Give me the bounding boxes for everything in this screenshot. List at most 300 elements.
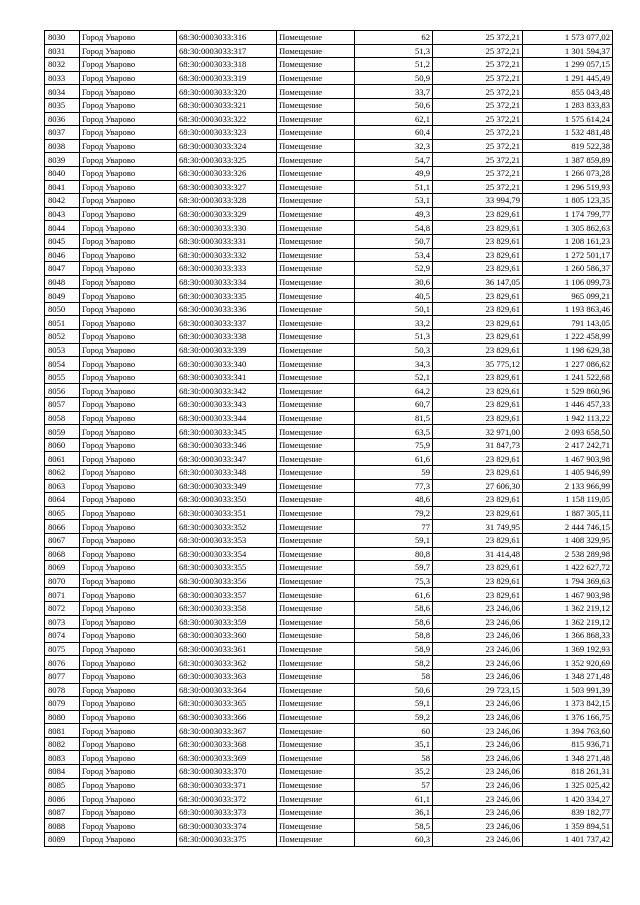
row-number: 8059 (45, 425, 80, 439)
row-number: 8082 (45, 737, 80, 751)
area-cell: 52,9 (355, 262, 433, 276)
cadastral-value-cell: 1 362 219,12 (523, 601, 613, 615)
table-row (45, 112, 613, 126)
cadastral-number-cell: 68:30:0003033:364 (177, 683, 277, 697)
row-number: 8085 (45, 778, 80, 792)
object-type-cell: Помещение (277, 778, 355, 792)
object-type-cell: Помещение (277, 180, 355, 194)
cadastral-number-cell: 68:30:0003033:350 (177, 493, 277, 507)
unit-value-cell: 25 372,21 (433, 31, 523, 45)
cadastral-value-cell: 1 305 862,63 (523, 221, 613, 235)
area-cell: 48,6 (355, 493, 433, 507)
cadastral-value-cell: 1 887 305,11 (523, 506, 613, 520)
locality-cell: Город Уварово (80, 765, 177, 779)
cadastral-number-cell: 68:30:0003033:336 (177, 302, 277, 316)
cadastral-number-cell: 68:30:0003033:345 (177, 425, 277, 439)
object-type-cell: Помещение (277, 642, 355, 656)
cadastral-number-cell: 68:30:0003033:332 (177, 248, 277, 262)
row-number: 8056 (45, 384, 80, 398)
row-number: 8053 (45, 343, 80, 357)
locality-cell: Город Уварово (80, 792, 177, 806)
cadastral-value-cell: 1 241 522,68 (523, 370, 613, 384)
row-number: 8040 (45, 166, 80, 180)
locality-cell: Город Уварово (80, 357, 177, 371)
locality-cell: Город Уварово (80, 248, 177, 262)
cadastral-value-cell: 1 467 903,98 (523, 588, 613, 602)
object-type-cell: Помещение (277, 533, 355, 547)
table-row (45, 166, 613, 180)
table-row (45, 316, 613, 330)
row-number: 8089 (45, 833, 80, 847)
cadastral-value-cell: 1 174 799,77 (523, 207, 613, 221)
cadastral-value-cell: 965 099,21 (523, 289, 613, 303)
cadastral-number-cell: 68:30:0003033:371 (177, 778, 277, 792)
cadastral-number-cell: 68:30:0003033:317 (177, 44, 277, 58)
locality-cell: Город Уварово (80, 493, 177, 507)
object-type-cell: Помещение (277, 221, 355, 235)
cadastral-value-cell: 1 362 219,12 (523, 615, 613, 629)
cadastral-number-cell: 68:30:0003033:328 (177, 194, 277, 208)
unit-value-cell: 23 829,61 (433, 411, 523, 425)
cadastral-number-cell: 68:30:0003033:334 (177, 275, 277, 289)
locality-cell: Город Уварово (80, 302, 177, 316)
unit-value-cell: 23 829,61 (433, 262, 523, 276)
area-cell: 36,1 (355, 805, 433, 819)
cadastral-number-cell: 68:30:0003033:356 (177, 574, 277, 588)
cadastral-number-cell: 68:30:0003033:353 (177, 533, 277, 547)
cadastral-value-cell: 1 158 119,05 (523, 493, 613, 507)
locality-cell: Город Уварово (80, 438, 177, 452)
row-number: 8065 (45, 506, 80, 520)
unit-value-cell: 23 829,61 (433, 289, 523, 303)
object-type-cell: Помещение (277, 710, 355, 724)
locality-cell: Город Уварово (80, 615, 177, 629)
area-cell: 58 (355, 751, 433, 765)
area-cell: 51,2 (355, 58, 433, 72)
row-number: 8057 (45, 398, 80, 412)
area-cell: 49,9 (355, 166, 433, 180)
cadastral-value-cell: 1 106 099,73 (523, 275, 613, 289)
locality-cell: Город Уварово (80, 547, 177, 561)
object-type-cell: Помещение (277, 683, 355, 697)
cadastral-value-cell: 1 394 763,60 (523, 724, 613, 738)
cadastral-number-cell: 68:30:0003033:319 (177, 71, 277, 85)
object-type-cell: Помещение (277, 438, 355, 452)
cadastral-number-cell: 68:30:0003033:355 (177, 561, 277, 575)
object-type-cell: Помещение (277, 819, 355, 833)
area-cell: 50,1 (355, 302, 433, 316)
cadastral-number-cell: 68:30:0003033:366 (177, 710, 277, 724)
table-row (45, 234, 613, 248)
unit-value-cell: 31 847,73 (433, 438, 523, 452)
object-type-cell: Помещение (277, 574, 355, 588)
unit-value-cell: 25 372,21 (433, 98, 523, 112)
cadastral-value-cell: 1 373 842,15 (523, 697, 613, 711)
cadastral-value-cell: 1 193 863,46 (523, 302, 613, 316)
locality-cell: Город Уварово (80, 275, 177, 289)
area-cell: 50,6 (355, 683, 433, 697)
unit-value-cell: 25 372,21 (433, 166, 523, 180)
unit-value-cell: 25 372,21 (433, 153, 523, 167)
row-number: 8046 (45, 248, 80, 262)
row-number: 8064 (45, 493, 80, 507)
cadastral-value-cell: 839 182,77 (523, 805, 613, 819)
table-row (45, 85, 613, 99)
area-cell: 59,2 (355, 710, 433, 724)
cadastral-number-cell: 68:30:0003033:354 (177, 547, 277, 561)
object-type-cell: Помещение (277, 697, 355, 711)
cadastral-value-cell: 1 408 329,95 (523, 533, 613, 547)
area-cell: 51,1 (355, 180, 433, 194)
area-cell: 50,7 (355, 234, 433, 248)
object-type-cell: Помещение (277, 357, 355, 371)
unit-value-cell: 25 372,21 (433, 139, 523, 153)
row-number: 8033 (45, 71, 80, 85)
locality-cell: Город Уварово (80, 520, 177, 534)
locality-cell: Город Уварово (80, 316, 177, 330)
row-number: 8079 (45, 697, 80, 711)
unit-value-cell: 23 829,61 (433, 493, 523, 507)
area-cell: 75,3 (355, 574, 433, 588)
object-type-cell: Помещение (277, 262, 355, 276)
area-cell: 34,3 (355, 357, 433, 371)
area-cell: 61,6 (355, 452, 433, 466)
table-row (45, 71, 613, 85)
object-type-cell: Помещение (277, 493, 355, 507)
unit-value-cell: 23 829,61 (433, 466, 523, 480)
object-type-cell: Помещение (277, 601, 355, 615)
cadastral-number-cell: 68:30:0003033:360 (177, 629, 277, 643)
area-cell: 51,3 (355, 44, 433, 58)
object-type-cell: Помещение (277, 153, 355, 167)
row-number: 8072 (45, 601, 80, 615)
table-row (45, 547, 613, 561)
locality-cell: Город Уварово (80, 778, 177, 792)
cadastral-number-cell: 68:30:0003033:370 (177, 765, 277, 779)
cadastral-number-cell: 68:30:0003033:347 (177, 452, 277, 466)
cadastral-value-cell: 1 198 629,38 (523, 343, 613, 357)
unit-value-cell: 25 372,21 (433, 112, 523, 126)
table-row (45, 398, 613, 412)
area-cell: 52,1 (355, 370, 433, 384)
row-number: 8074 (45, 629, 80, 643)
locality-cell: Город Уварово (80, 98, 177, 112)
table-row (45, 207, 613, 221)
unit-value-cell: 23 829,61 (433, 370, 523, 384)
locality-cell: Город Уварово (80, 139, 177, 153)
unit-value-cell: 35 775,12 (433, 357, 523, 371)
area-cell: 51,3 (355, 330, 433, 344)
locality-cell: Город Уварово (80, 819, 177, 833)
table-row (45, 194, 613, 208)
row-number: 8049 (45, 289, 80, 303)
locality-cell: Город Уварово (80, 289, 177, 303)
table-row (45, 438, 613, 452)
unit-value-cell: 23 246,06 (433, 710, 523, 724)
cadastral-value-cell: 1 227 086,62 (523, 357, 613, 371)
cadastral-value-cell: 1 325 025,42 (523, 778, 613, 792)
cadastral-value-cell: 1 369 192,93 (523, 642, 613, 656)
row-number: 8037 (45, 126, 80, 140)
locality-cell: Город Уварово (80, 588, 177, 602)
unit-value-cell: 23 829,61 (433, 506, 523, 520)
object-type-cell: Помещение (277, 207, 355, 221)
cadastral-value-cell: 2 133 966,99 (523, 479, 613, 493)
cadastral-value-cell: 1 222 458,99 (523, 330, 613, 344)
object-type-cell: Помещение (277, 234, 355, 248)
table-row (45, 724, 613, 738)
locality-cell: Город Уварово (80, 466, 177, 480)
area-cell: 62,1 (355, 112, 433, 126)
object-type-cell: Помещение (277, 316, 355, 330)
row-number: 8077 (45, 669, 80, 683)
row-number: 8071 (45, 588, 80, 602)
cadastral-number-cell: 68:30:0003033:331 (177, 234, 277, 248)
row-number: 8031 (45, 44, 80, 58)
row-number: 8068 (45, 547, 80, 561)
cadastral-number-cell: 68:30:0003033:329 (177, 207, 277, 221)
locality-cell: Город Уварово (80, 234, 177, 248)
cadastral-number-cell: 68:30:0003033:318 (177, 58, 277, 72)
area-cell: 59,7 (355, 561, 433, 575)
locality-cell: Город Уварово (80, 85, 177, 99)
cadastral-value-cell: 1 401 737,42 (523, 833, 613, 847)
locality-cell: Город Уварово (80, 574, 177, 588)
row-number: 8078 (45, 683, 80, 697)
object-type-cell: Помещение (277, 479, 355, 493)
row-number: 8081 (45, 724, 80, 738)
locality-cell: Город Уварово (80, 506, 177, 520)
cadastral-number-cell: 68:30:0003033:349 (177, 479, 277, 493)
table-row (45, 792, 613, 806)
unit-value-cell: 23 246,06 (433, 778, 523, 792)
unit-value-cell: 32 971,00 (433, 425, 523, 439)
locality-cell: Город Уварово (80, 112, 177, 126)
cadastral-number-cell: 68:30:0003033:324 (177, 139, 277, 153)
cadastral-value-cell: 1 387 859,89 (523, 153, 613, 167)
cadastral-value-cell: 2 538 289,98 (523, 547, 613, 561)
unit-value-cell: 25 372,21 (433, 44, 523, 58)
cadastral-number-cell: 68:30:0003033:330 (177, 221, 277, 235)
cadastral-number-cell: 68:30:0003033:337 (177, 316, 277, 330)
area-cell: 81,5 (355, 411, 433, 425)
object-type-cell: Помещение (277, 166, 355, 180)
table-row (45, 31, 613, 45)
area-cell: 32,3 (355, 139, 433, 153)
cadastral-value-cell: 818 261,31 (523, 765, 613, 779)
table-row (45, 221, 613, 235)
area-cell: 59,1 (355, 533, 433, 547)
object-type-cell: Помещение (277, 139, 355, 153)
unit-value-cell: 27 606,30 (433, 479, 523, 493)
locality-cell: Город Уварово (80, 384, 177, 398)
unit-value-cell: 23 246,06 (433, 615, 523, 629)
locality-cell: Город Уварово (80, 452, 177, 466)
row-number: 8054 (45, 357, 80, 371)
object-type-cell: Помещение (277, 58, 355, 72)
cadastral-value-cell: 2 444 746,15 (523, 520, 613, 534)
table-row (45, 98, 613, 112)
object-type-cell: Помещение (277, 275, 355, 289)
locality-cell: Город Уварово (80, 126, 177, 140)
unit-value-cell: 23 246,06 (433, 697, 523, 711)
area-cell: 58 (355, 669, 433, 683)
locality-cell: Город Уварово (80, 44, 177, 58)
table-row (45, 126, 613, 140)
object-type-cell: Помещение (277, 248, 355, 262)
table-row (45, 153, 613, 167)
unit-value-cell: 23 829,61 (433, 588, 523, 602)
cadastral-number-cell: 68:30:0003033:344 (177, 411, 277, 425)
cadastral-number-cell: 68:30:0003033:351 (177, 506, 277, 520)
unit-value-cell: 23 829,61 (433, 384, 523, 398)
row-number: 8063 (45, 479, 80, 493)
cadastral-value-cell: 1 422 627,72 (523, 561, 613, 575)
unit-value-cell: 23 829,61 (433, 574, 523, 588)
object-type-cell: Помещение (277, 44, 355, 58)
object-type-cell: Помещение (277, 425, 355, 439)
cadastral-number-cell: 68:30:0003033:327 (177, 180, 277, 194)
cadastral-value-table (44, 30, 613, 847)
area-cell: 58,6 (355, 601, 433, 615)
locality-cell: Город Уварово (80, 629, 177, 643)
object-type-cell: Помещение (277, 370, 355, 384)
unit-value-cell: 23 829,61 (433, 234, 523, 248)
cadastral-number-cell: 68:30:0003033:316 (177, 31, 277, 45)
area-cell: 58,2 (355, 656, 433, 670)
cadastral-number-cell: 68:30:0003033:352 (177, 520, 277, 534)
row-number: 8060 (45, 438, 80, 452)
object-type-cell: Помещение (277, 669, 355, 683)
area-cell: 50,3 (355, 343, 433, 357)
unit-value-cell: 23 246,06 (433, 819, 523, 833)
table-row (45, 139, 613, 153)
row-number: 8075 (45, 642, 80, 656)
object-type-cell: Помещение (277, 615, 355, 629)
row-number: 8032 (45, 58, 80, 72)
locality-cell: Город Уварово (80, 683, 177, 697)
table-row (45, 765, 613, 779)
row-number: 8070 (45, 574, 80, 588)
cadastral-number-cell: 68:30:0003033:362 (177, 656, 277, 670)
locality-cell: Город Уварово (80, 533, 177, 547)
cadastral-number-cell: 68:30:0003033:341 (177, 370, 277, 384)
cadastral-value-cell: 1 291 445,49 (523, 71, 613, 85)
area-cell: 60,7 (355, 398, 433, 412)
locality-cell: Город Уварово (80, 669, 177, 683)
area-cell: 35,1 (355, 737, 433, 751)
row-number: 8034 (45, 85, 80, 99)
locality-cell: Город Уварово (80, 398, 177, 412)
locality-cell: Город Уварово (80, 710, 177, 724)
table-row (45, 697, 613, 711)
cadastral-value-cell: 1 532 481,48 (523, 126, 613, 140)
unit-value-cell: 33 994,79 (433, 194, 523, 208)
cadastral-value-cell: 1 283 833,83 (523, 98, 613, 112)
table-row (45, 384, 613, 398)
table-row (45, 466, 613, 480)
unit-value-cell: 23 246,06 (433, 629, 523, 643)
object-type-cell: Помещение (277, 343, 355, 357)
table-row (45, 819, 613, 833)
unit-value-cell: 23 246,06 (433, 642, 523, 656)
cadastral-number-cell: 68:30:0003033:363 (177, 669, 277, 683)
cadastral-number-cell: 68:30:0003033:369 (177, 751, 277, 765)
area-cell: 58,5 (355, 819, 433, 833)
table-row (45, 737, 613, 751)
area-cell: 59 (355, 466, 433, 480)
locality-cell: Город Уварово (80, 805, 177, 819)
object-type-cell: Помещение (277, 330, 355, 344)
unit-value-cell: 23 246,06 (433, 833, 523, 847)
area-cell: 40,5 (355, 289, 433, 303)
row-number: 8036 (45, 112, 80, 126)
unit-value-cell: 25 372,21 (433, 126, 523, 140)
table-row (45, 561, 613, 575)
unit-value-cell: 23 829,61 (433, 343, 523, 357)
cadastral-value-cell: 815 936,71 (523, 737, 613, 751)
row-number: 8039 (45, 153, 80, 167)
table-row (45, 778, 613, 792)
object-type-cell: Помещение (277, 112, 355, 126)
cadastral-number-cell: 68:30:0003033:325 (177, 153, 277, 167)
row-number: 8030 (45, 31, 80, 45)
area-cell: 77 (355, 520, 433, 534)
object-type-cell: Помещение (277, 561, 355, 575)
area-cell: 33,7 (355, 85, 433, 99)
row-number: 8048 (45, 275, 80, 289)
locality-cell: Город Уварово (80, 697, 177, 711)
object-type-cell: Помещение (277, 289, 355, 303)
cadastral-value-cell: 1 266 073,28 (523, 166, 613, 180)
row-number: 8045 (45, 234, 80, 248)
area-cell: 54,8 (355, 221, 433, 235)
locality-cell: Город Уварово (80, 370, 177, 384)
locality-cell: Город Уварово (80, 642, 177, 656)
area-cell: 50,6 (355, 98, 433, 112)
object-type-cell: Помещение (277, 98, 355, 112)
table-row (45, 615, 613, 629)
cadastral-value-cell: 1 420 334,27 (523, 792, 613, 806)
row-number: 8038 (45, 139, 80, 153)
table-row (45, 574, 613, 588)
area-cell: 61,6 (355, 588, 433, 602)
cadastral-number-cell: 68:30:0003033:374 (177, 819, 277, 833)
locality-cell: Город Уварово (80, 343, 177, 357)
cadastral-number-cell: 68:30:0003033:348 (177, 466, 277, 480)
table-row (45, 642, 613, 656)
cadastral-value-cell: 1 296 519,93 (523, 180, 613, 194)
cadastral-number-cell: 68:30:0003033:342 (177, 384, 277, 398)
cadastral-number-cell: 68:30:0003033:326 (177, 166, 277, 180)
table-row (45, 805, 613, 819)
row-number: 8055 (45, 370, 80, 384)
row-number: 8080 (45, 710, 80, 724)
table-row (45, 479, 613, 493)
cadastral-value-cell: 1 301 594,37 (523, 44, 613, 58)
unit-value-cell: 23 246,06 (433, 792, 523, 806)
area-cell: 57 (355, 778, 433, 792)
table-row (45, 833, 613, 847)
object-type-cell: Помещение (277, 765, 355, 779)
object-type-cell: Помещение (277, 398, 355, 412)
area-cell: 50,9 (355, 71, 433, 85)
area-cell: 62 (355, 31, 433, 45)
area-cell: 58,6 (355, 615, 433, 629)
locality-cell: Город Уварово (80, 153, 177, 167)
area-cell: 59,1 (355, 697, 433, 711)
row-number: 8041 (45, 180, 80, 194)
